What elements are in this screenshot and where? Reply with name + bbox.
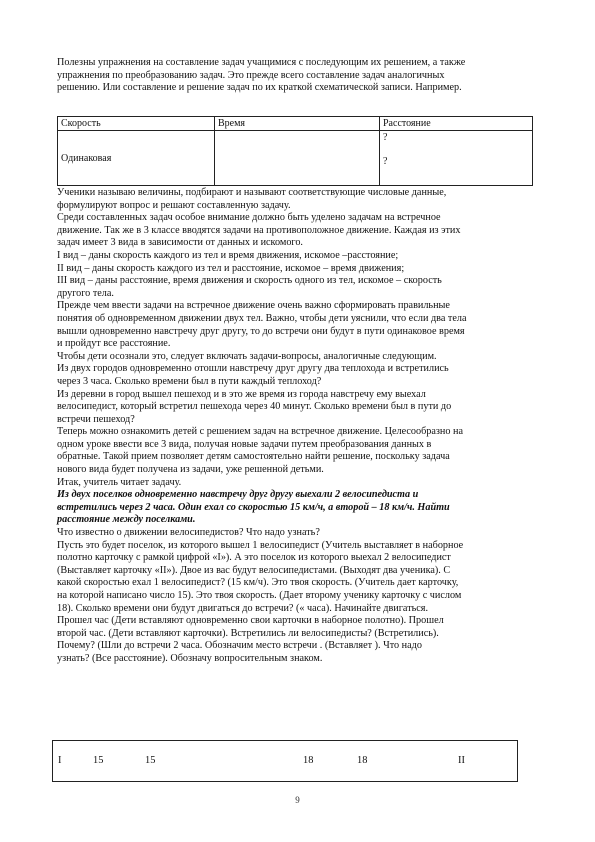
text-line: Ученики называю величины, подбирают и называют соответствующие числовые данные, bbox=[57, 187, 447, 198]
text-line: (Выставляет карточку «II»). Двое из вас будут велосипедистами. (Выходят два ученика). С bbox=[57, 564, 451, 576]
diagram-label-18-a: 18 bbox=[303, 755, 314, 766]
diagram-label-18-b: 18 bbox=[357, 755, 368, 766]
cell-time bbox=[215, 131, 380, 186]
text-line: велосипедист, который встретил пешехода через 40 минут. Сколько времени был в пути до bbox=[57, 401, 452, 413]
text-line: узнать? (Все расстояние). Обозначу вопросительным знаком. bbox=[57, 652, 323, 664]
distance-question-1: ? bbox=[383, 132, 388, 143]
text-line: Что известно о движении велосипедистов? Что надо узнать? bbox=[57, 527, 320, 539]
cell-speed: Одинаковая bbox=[58, 131, 215, 186]
text-line: движение. Так же в 3 классе вводятся задачи на противоположное движение. Каждая из этих bbox=[57, 224, 461, 236]
main-text bbox=[57, 187, 532, 666]
text-line: понятия об одновременном движении двух тел. Важно, чтобы дети уяснили, что если два тела bbox=[57, 312, 467, 324]
table-row bbox=[58, 131, 533, 186]
speed-table bbox=[57, 116, 533, 186]
text-line: одном уроке ввести все 3 вида, получая новые задачи путем преобразования данных в bbox=[57, 438, 432, 450]
text-line: Пусть это будет поселок, из которого вышел 1 велосипедист (Учитель выставляет в наборное bbox=[57, 539, 464, 551]
text-line: Прежде чем ввести задачи на встречное движение очень важно сформировать правильные bbox=[57, 300, 450, 312]
cell-distance bbox=[380, 131, 533, 186]
distance-question-2: ? bbox=[383, 156, 388, 167]
text-line: Полезны упражнения на составление задач учащимися с последующим их решением, а также bbox=[57, 57, 466, 68]
text-line: I вид – даны скорость каждого из тел и время движения, искомое –расстояние; bbox=[57, 249, 399, 261]
diagram-label-1: I bbox=[58, 755, 62, 766]
text-line: Теперь можно ознакомить детей с решением задач на встречное движение. Целесообразно на bbox=[57, 426, 463, 438]
text-line: формулируют вопрос и решают составленную задачу. bbox=[57, 199, 291, 211]
text-line: упражнения по преобразованию задач. Это прежде всего составление задач аналогичных bbox=[57, 69, 445, 81]
page-number: 9 bbox=[295, 795, 300, 805]
diagram-label-15-a: 15 bbox=[93, 755, 104, 766]
header-distance: Расстояние bbox=[380, 117, 533, 131]
problem-line: Из двух поселков одновременно навстречу друг другу выехали 2 велосипедиста и bbox=[57, 489, 419, 501]
text-line: встречи пешеход? bbox=[57, 413, 135, 425]
text-line: Почему? (Шли до встречи 2 часа. Обозначим место встречи . (Вставляет ). Что надо bbox=[57, 640, 422, 652]
text-line: Из двух городов одновременно отошли навстречу друг другу два теплохода и встретились bbox=[57, 363, 449, 375]
header-speed: Скорость bbox=[58, 117, 215, 131]
problem-line: расстояние между поселками. bbox=[57, 514, 196, 526]
text-line: и пройдут все расстояние. bbox=[57, 338, 171, 350]
header-time: Время bbox=[215, 117, 380, 131]
text-line: 18). Сколько времени они будут двигаться до встречи? (« часа). Начинайте двигаться. bbox=[57, 602, 429, 614]
text-line: полотно карточку с рамкой цифрой «I»). А это поселок из которого выехал 2 велосипедист bbox=[57, 552, 451, 564]
diagram-label-15-b: 15 bbox=[145, 755, 156, 766]
text-line: вышли одновременно навстречу друг другу, то до встречи они будут в пути одинаковое время bbox=[57, 325, 465, 337]
table-header-row bbox=[58, 117, 533, 131]
text-line: II вид – даны скорость каждого из тел и расстояние, искомое – время движения; bbox=[57, 262, 405, 274]
text-line: решению. Или составление и решение задач по их краткой схематической записи. Например. bbox=[57, 82, 462, 94]
text-line: второй час. (Дети вставляют карточки). Встретились ли велосипедисты? (Встретились). bbox=[57, 627, 439, 639]
text-line: Прошел час (Дети вставляют одновременно свои карточки в наборное полотно). Прошел bbox=[57, 615, 444, 627]
text-line: другого тела. bbox=[57, 287, 114, 299]
text-line: обратные. Такой прием позволяет детям самостоятельно найти решение, поскольку задача bbox=[57, 451, 450, 463]
diagram-label-2: II bbox=[458, 755, 465, 766]
text-line: Чтобы дети осознали это, следует включать задачи-вопросы, аналогичные следующим. bbox=[57, 350, 437, 362]
problem-line: встретились через 2 часа. Один ехал со скоростью 15 км/ч, а второй – 18 км/ч. Найти bbox=[57, 501, 450, 513]
meeting-diagram-box bbox=[52, 740, 518, 782]
intro-paragraph bbox=[57, 57, 532, 95]
text-line: задач имеет 3 вида в зависимости от данных и искомого. bbox=[57, 237, 303, 249]
text-line: Из деревни в город вышел пешеход и в это же время из города навстречу ему выехал bbox=[57, 388, 426, 400]
text-line: III вид – даны расстояние, время движения и скорость одного из тел, искомое – скорость bbox=[57, 275, 442, 287]
text-line: нового вида будет получена из задачи, уже решенной детьми. bbox=[57, 464, 324, 476]
text-line: Итак, учитель читает задачу. bbox=[57, 476, 182, 488]
text-line: через 3 часа. Сколько времени был в пути каждый теплоход? bbox=[57, 375, 322, 387]
text-line: на которой написано число 15). Это твоя скорость. (Дает второму ученику карточку с числом bbox=[57, 590, 462, 601]
text-line: какой скоростью ехал 1 велосипедист? (15 км/ч). Это твоя скорость. (Учитель дает карточку, bbox=[57, 577, 459, 589]
text-line: Среди составленных задач особое внимание должно быть уделено задачам на встречное bbox=[57, 212, 441, 224]
